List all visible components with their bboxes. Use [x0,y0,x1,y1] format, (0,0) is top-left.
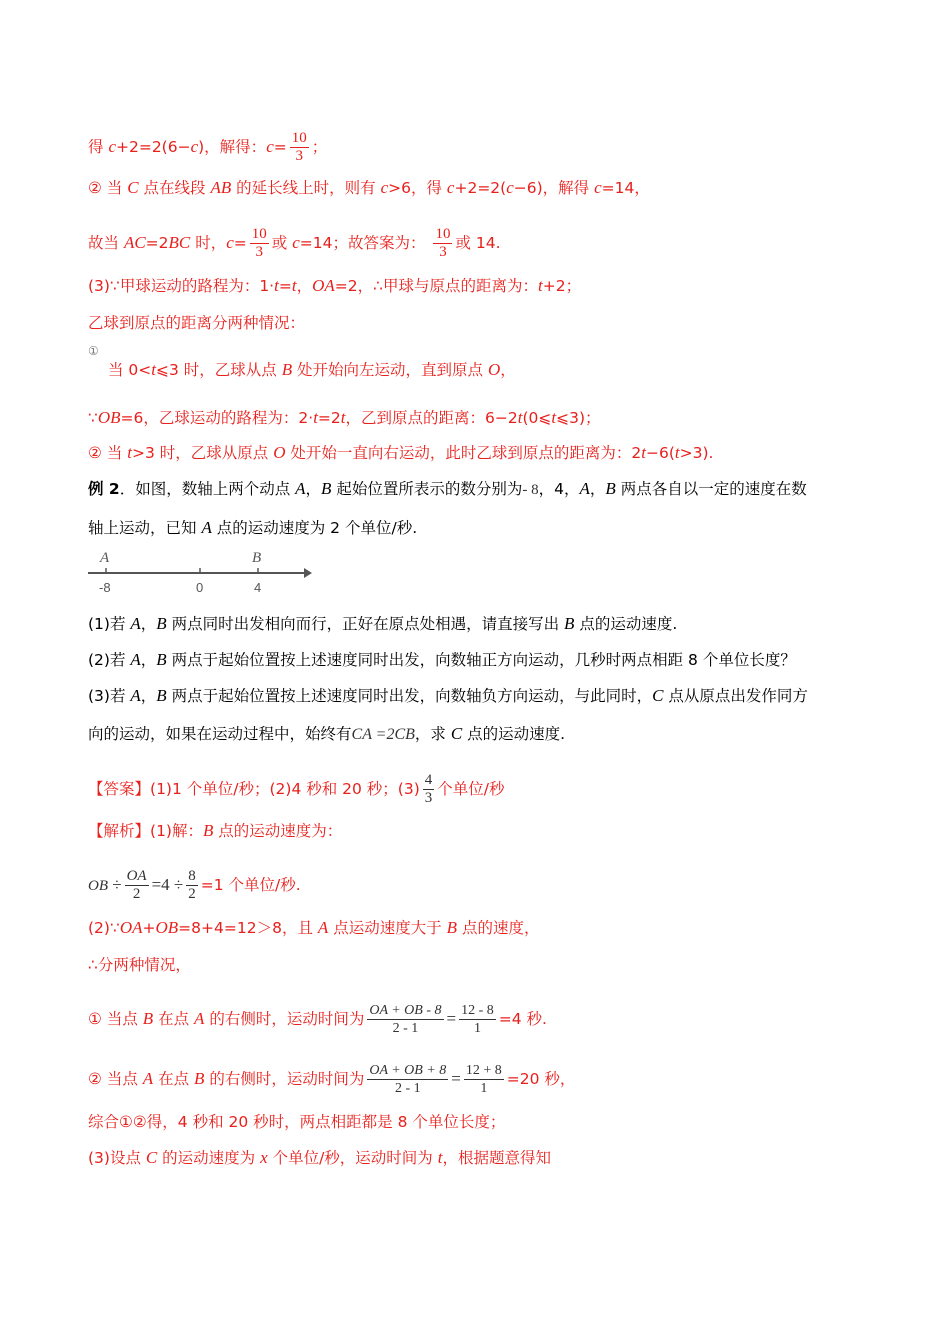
conclusion: 综合①②得，4 秒和 20 秒时，两点相距都是 8 个单位长度； [88,1113,506,1131]
part-3-setup: (3)设点 C 的运动速度为 x 个单位/秒，运动时间为 t，根据题意得知 [88,1148,551,1167]
fraction: $\frac{10}{3}$ [435,226,451,260]
fraction: $\frac{4}{3}$ [424,772,433,806]
fraction: $\frac{OA}{2}$ [126,868,147,902]
solution-line-1: 得 c+2=2(6−c)，解得：c= $\frac{10}{3}$ ； [88,130,328,164]
arrow-head-icon [304,568,312,578]
tick-label-4: 4 [254,580,262,595]
fraction: $\frac{OA + OB - 8}{2 - 1}$ [369,1003,442,1036]
answer-line: 【答案】(1)1 个单位/秒；(2)4 秒和 20 秒；(3) $\frac{4}{3}$ 个单位/秒 [88,772,505,806]
point-b-label: B [252,550,262,566]
question-3: (3)若 A，B 两点于起始位置按上述速度同时出发，向数轴负方向运动，与此同时，C 点从原点出发作同方 [88,686,808,705]
analysis-line-2: (2)∵OA+OB=8+4=12＞8，且 A 点运动速度大于 B 点的速度， [88,918,540,937]
tick-label-neg8: -8 [99,580,111,595]
analysis-calc: OB ÷ $\frac{OA}{2}$ =4 ÷ $\frac{8}{2}$ =1 个单位/秒. [88,868,301,902]
fraction: $\frac{10}{3}$ [291,130,307,164]
solution-line-3: 故当 AC=2BC 时，c= $\frac{10}{3}$ 或 c=14；故答案为： $\frac{10}{3}$ 或 14. [88,226,501,260]
example-2-line-2: 轴上运动，已知 A 点的运动速度为 2 个单位/秒. [88,518,418,537]
analysis-line-3: ∴分两种情况， [88,956,191,974]
question-2: (2)若 A，B 两点于起始位置按上述速度同时出发，向数轴正方向运动，几秒时两点相距 8 个单位长度？ [88,650,796,669]
case-2: ② 当点 A 在点 B 的右侧时，运动时间为 $\frac{OA + OB + 8}{2 - 1}$ = $\frac{12 + 8}{1}$ =20 秒， [88,1063,576,1096]
solution-line-2: ② 当 C 点在线段 AB 的延长线上时，则有 c>6，得 c+2=2(c−6)，解得 c=14， [88,178,650,197]
number-line-figure [86,548,316,598]
solution-line-4: (3)∵甲球运动的路程为：1·t=t，OA=2，∴甲球与原点的距离为：t+2； [88,276,582,295]
fraction: $\frac{12 + 8}{1}$ [465,1063,502,1096]
solution-line-6: 当 0<t⩽3 时，乙球从点 B 处开始向左运动，直到原点 O， [108,360,516,379]
example-2-line-1: 例 2．如图，数轴上两个动点 A，B 起始位置所表示的数分别为- 8，4，A，B 两点各自以一定的速度在数 [88,479,807,498]
solution-line-7: ∵OB=6，乙球运动的路程为：2·t=2t，乙到原点的距离：6−2t(0⩽t⩽3)； [88,408,601,427]
analysis-line-1: 【解析】(1)解：B 点的运动速度为： [88,821,343,840]
fraction: $\frac{10}{3}$ [251,226,267,260]
question-1: (1)若 A，B 两点同时出发相向而行，正好在原点处相遇，请直接写出 B 点的运动速度. [88,614,678,633]
fraction: $\frac{8}{2}$ [188,868,196,902]
fraction: $\frac{OA + OB + 8}{2 - 1}$ [369,1063,447,1096]
point-a-label: A [100,550,110,566]
case-1: ① 当点 B 在点 A 的右侧时，运动时间为 $\frac{OA + OB - 8}{2 - 1}$ = $\frac{12 - 8}{1}$ =4 秒. [88,1003,547,1036]
solution-line-8: ② 当 t>3 时，乙球从原点 O 处开始一直向右运动，此时乙球到原点的距离为：2t−6(t>3). [88,443,714,462]
circled-number: ① [88,344,99,358]
fraction: $\frac{12 - 8}{1}$ [461,1003,494,1036]
question-3-cont: 向的运动，如果在运动过程中，始终有CA =2CB，求 C 点的运动速度. [88,724,566,743]
tick-label-zero: 0 [196,580,204,595]
solution-line-5: 乙球到原点的距离分两种情况： [88,314,306,332]
